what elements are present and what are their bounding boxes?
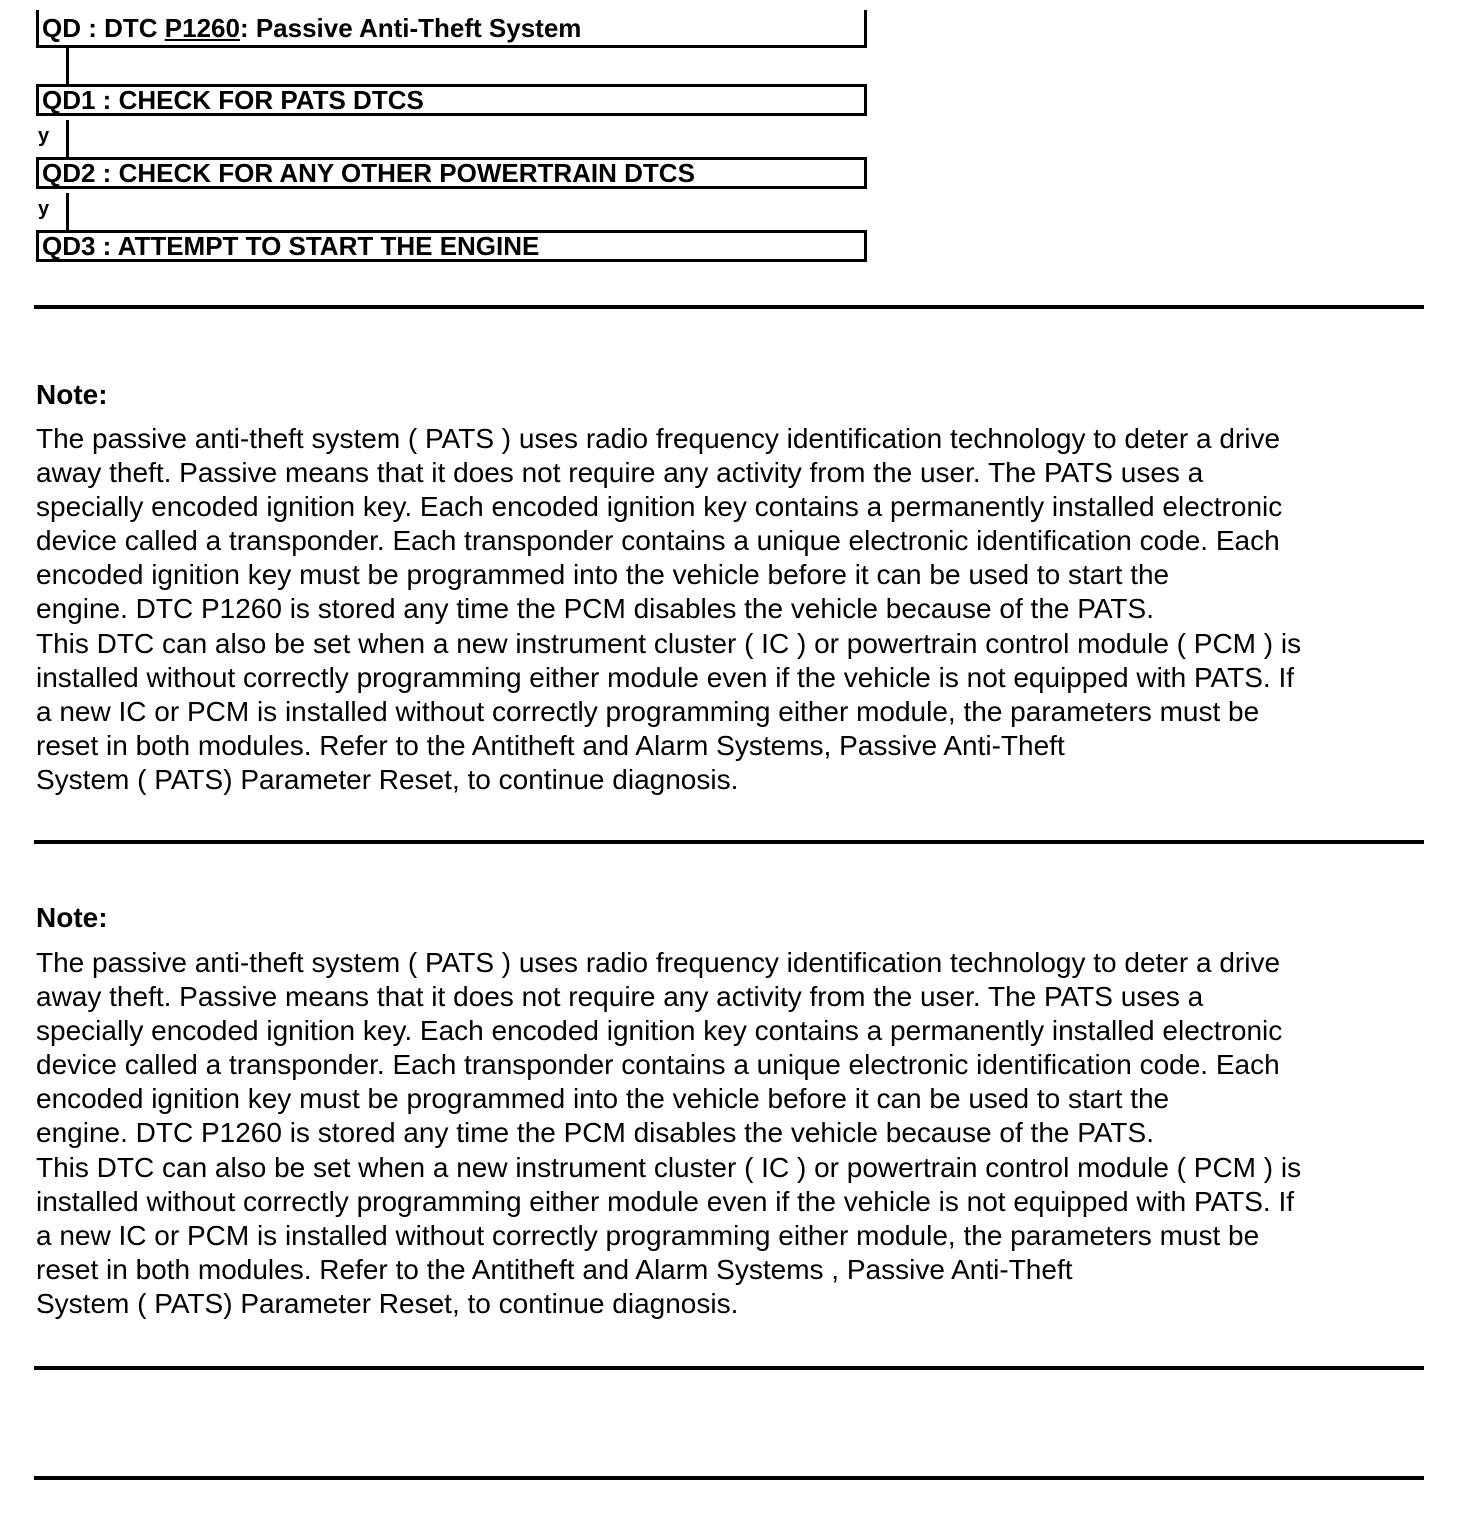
note-line: specially encoded ignition key. Each encoded ignition key contains a permanently installed electronic <box>36 1015 1283 1047</box>
flowchart-step-qd[interactable] <box>36 10 867 48</box>
note-body <box>36 946 1436 1321</box>
note-line: specially encoded ignition key. Each encoded ignition key contains a permanently installed electronic <box>36 491 1283 523</box>
note-body <box>36 422 1436 797</box>
note-title: Note: <box>36 379 108 410</box>
note-line: This DTC can also be set when a new instrument cluster ( IC ) or powertrain control module ( PCM ) is <box>36 627 1302 659</box>
note-line: System ( PATS) Parameter Reset, to continue diagnosis. <box>36 1287 739 1319</box>
note-line: a new IC or PCM is installed without correctly programming either module, the parameters must be <box>36 695 1260 727</box>
flowchart-step-qd1[interactable] <box>36 84 867 116</box>
step-label: QD2 : CHECK FOR ANY OTHER POWERTRAIN DTCS <box>42 158 695 188</box>
note-line: reset in both modules. Refer to the Antitheft and Alarm Systems, Passive Anti-Theft <box>36 729 1065 761</box>
note-line: encoded ignition key must be programmed into the vehicle before it can be used to start the <box>36 559 1170 591</box>
step-label: QD3 : ATTEMPT TO START THE ENGINE <box>42 231 540 261</box>
section-divider <box>34 1476 1424 1480</box>
note-line: engine. DTC P1260 is stored any time the PCM disables the vehicle because of the PATS. <box>36 1117 1154 1149</box>
note-line: The passive anti-theft system ( PATS ) uses radio frequency identification technology to deter a drive <box>36 423 1281 454</box>
note-line: This DTC can also be set when a new instrument cluster ( IC ) or powertrain control module ( PCM ) is <box>36 1151 1302 1183</box>
flow-connector <box>66 48 69 84</box>
note-line: away theft. Passive means that it does not require any activity from the user. The PATS uses a <box>36 457 1204 489</box>
note-line: reset in both modules. Refer to the Antitheft and Alarm Systems , Passive Anti-Theft <box>36 1253 1073 1285</box>
note-line: installed without correctly programming either module even if the vehicle is not equipped with PATS. If <box>36 1185 1295 1217</box>
flowchart-step-qd3[interactable] <box>36 230 867 262</box>
flowchart-step-qd2[interactable] <box>36 157 867 189</box>
step-label: QD1 : CHECK FOR PATS DTCS <box>42 85 424 115</box>
note-line: engine. DTC P1260 is stored any time the PCM disables the vehicle because of the PATS. <box>36 593 1154 625</box>
flow-connector <box>66 193 69 230</box>
qd-prefix: QD : DTC <box>42 13 165 43</box>
connector-yes-label: y <box>38 125 50 147</box>
note-line: encoded ignition key must be programmed into the vehicle before it can be used to start the <box>36 1083 1170 1115</box>
note-line: The passive anti-theft system ( PATS ) uses radio frequency identification technology to deter a drive <box>36 947 1281 978</box>
connector-yes-label: y <box>38 198 50 220</box>
section-divider <box>34 305 1424 309</box>
note-line: device called a transponder. Each transponder contains a unique electronic identification code. Each <box>36 1049 1280 1081</box>
note-title: Note: <box>36 902 108 933</box>
section-divider <box>34 1366 1424 1370</box>
note-line: away theft. Passive means that it does not require any activity from the user. The PATS uses a <box>36 981 1204 1013</box>
note-line: System ( PATS) Parameter Reset, to continue diagnosis. <box>36 763 739 795</box>
qd-suffix: : Passive Anti-Theft System <box>239 13 582 43</box>
flow-connector <box>66 120 69 157</box>
note-line: a new IC or PCM is installed without correctly programming either module, the parameters must be <box>36 1219 1260 1251</box>
dtc-code-link[interactable]: P1260 <box>164 13 240 43</box>
note-line: installed without correctly programming either module even if the vehicle is not equipped with PATS. If <box>36 661 1295 693</box>
note-line: device called a transponder. Each transponder contains a unique electronic identification code. Each <box>36 525 1280 557</box>
section-divider <box>34 840 1424 844</box>
